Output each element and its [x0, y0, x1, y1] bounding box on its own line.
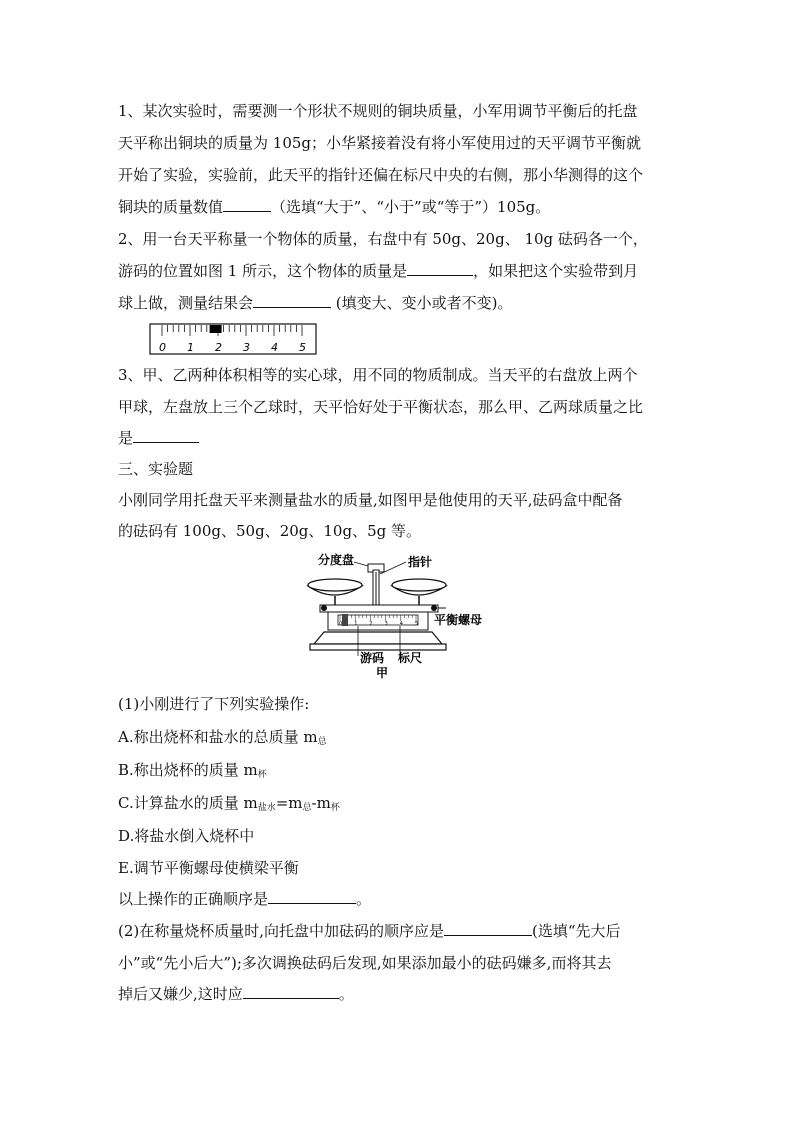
rider-ruler-figure	[148, 322, 320, 358]
beam-scale-number: 5	[415, 621, 419, 627]
step-c	[118, 793, 340, 818]
balance-base	[310, 644, 446, 650]
q2-line-3	[118, 293, 513, 313]
q2-line-2-text: 游码的位置如图 1 所示，这个物体的质量是	[118, 262, 408, 280]
q1-line-4-text: 铜块的质量数值	[118, 198, 224, 216]
q2-line-3-text-end: (填变大、变小或者不变)。	[331, 294, 513, 312]
label-dial: 分度盘	[318, 553, 355, 567]
q3-line-3	[118, 428, 199, 448]
q2-line-3-text-start: 球上做，测量结果会	[118, 294, 254, 312]
step-b-text: B.称出烧杯的质量 m	[118, 761, 258, 779]
part2-line-1	[118, 921, 621, 941]
beam-scale-number: 2	[369, 621, 373, 627]
q2-line-2-text-end: ，如果把这个实验带到月	[473, 262, 639, 280]
order-text: 以上操作的正确顺序是	[118, 890, 269, 908]
part2-line-3-text: 掉后又嫌少,这时应	[118, 985, 243, 1003]
part2-line-3-end: 。	[338, 985, 354, 1003]
part2-line-1-end: (选填“先大后	[532, 922, 621, 940]
order-blank[interactable]	[268, 889, 356, 904]
ruler-number: 3	[243, 341, 250, 354]
beam-rider	[342, 614, 348, 626]
step-c-sub3: 杯	[330, 803, 340, 813]
beam	[320, 605, 438, 612]
step-a-sub: 总	[317, 737, 327, 747]
intro-line-2: 的砝码有 100g、50g、20g、10g、5g 等。	[118, 522, 421, 540]
q3-line-1: 3、甲、乙两种体积相等的实心球，用不同的物质制成。当天平的右盘放上两个	[118, 366, 638, 384]
figure-caption: 甲	[376, 666, 389, 680]
part2-line-3	[118, 984, 354, 1004]
q1-line-2: 天平称出铜块的质量为 105g；小华紧接着没有将小军使用过的天平调节平衡就	[118, 134, 642, 152]
left-pan-rim	[308, 579, 362, 591]
q3-line-2: 甲球，左盘放上三个乙球时，天平恰好处于平衡状态，那么甲、乙两球质量之比	[118, 398, 644, 416]
dial-leader	[354, 562, 368, 566]
label-rider: 游码	[360, 651, 385, 665]
step-d: D.将盐水倒入烧杯中	[118, 827, 255, 845]
q2-moon-blank[interactable]	[253, 293, 331, 308]
q2-line-1: 2、用一台天平称量一个物体的质量，右盘中有 50g、20g、 10g 砝码各一个，	[118, 230, 648, 248]
q1-answer-blank[interactable]	[223, 197, 271, 212]
q1-line-1: 1、某次实验时，需要测一个形状不规则的铜块质量，小军用调节平衡后的托盘	[118, 102, 638, 120]
beam-scale-number: 1	[354, 621, 358, 627]
step-b	[118, 760, 267, 785]
part1-intro: (1)小刚进行了下列实验操作:	[118, 695, 310, 713]
left-balance-nut	[321, 605, 327, 611]
step-c-text: C.计算盐水的质量 m	[118, 794, 258, 812]
order-end: 。	[356, 890, 372, 908]
ruler-number: 5	[299, 341, 306, 354]
right-balance-nut	[431, 605, 437, 611]
beam-scale-number: 4	[399, 621, 403, 627]
beam-scale-number: 3	[384, 621, 388, 627]
step-e: E.调节平衡螺母使横梁平衡	[118, 859, 299, 877]
right-pan-rim	[392, 579, 446, 591]
step-c-sub2: 总	[302, 803, 312, 813]
part2-line-1-text: (2)在称量烧杯质量时,向托盘中加砝码的顺序应是	[118, 922, 445, 940]
q1-line-3: 开始了实验，实验前，此天平的指针还偏在标尺中央的右侧，那小华测得的这个	[118, 166, 644, 184]
step-c-mid2: -m	[311, 794, 331, 812]
q3-ratio-blank[interactable]	[133, 428, 199, 443]
intro-line-1: 小刚同学用托盘天平来测量盐水的质量,如图甲是他使用的天平,砝码盒中配备	[118, 491, 623, 509]
beam-scale-number: 0	[339, 621, 343, 627]
order-line	[118, 889, 371, 909]
label-scale: 标尺	[398, 651, 423, 665]
ruler-rider	[210, 325, 222, 333]
part2-line-2: 小”或“先小后大”);多次调换砝码后发现,如果添加最小的砝码嫌多,而将其去	[118, 954, 612, 972]
weights-order-blank[interactable]	[444, 921, 532, 936]
q3-line-3-text: 是	[118, 429, 134, 447]
ruler-number: 1	[187, 341, 194, 354]
ruler-number: 0	[159, 341, 166, 354]
step-a-text: A.称出烧杯和盐水的总质量 m	[118, 728, 318, 746]
step-a	[118, 727, 327, 752]
q2-mass-blank[interactable]	[407, 261, 473, 276]
section-title: 三、实验题	[118, 460, 194, 478]
step-b-sub: 杯	[257, 770, 267, 780]
ruler-number: 2	[215, 341, 222, 354]
step-c-sub1: 盐水	[257, 803, 276, 813]
label-nut: 平衡螺母	[434, 613, 483, 627]
step-c-mid: =m	[275, 794, 303, 812]
q1-line-4-text-end: （选填“大于”、“小于”或“等于”）105g。	[271, 198, 551, 216]
q2-line-2	[118, 261, 638, 281]
label-pointer: 指针	[408, 555, 433, 569]
adjust-blank[interactable]	[243, 984, 339, 999]
ruler-number: 4	[271, 341, 278, 354]
balance-base-top	[314, 632, 442, 644]
q1-line-4	[118, 197, 550, 217]
balance-figure	[300, 552, 500, 682]
